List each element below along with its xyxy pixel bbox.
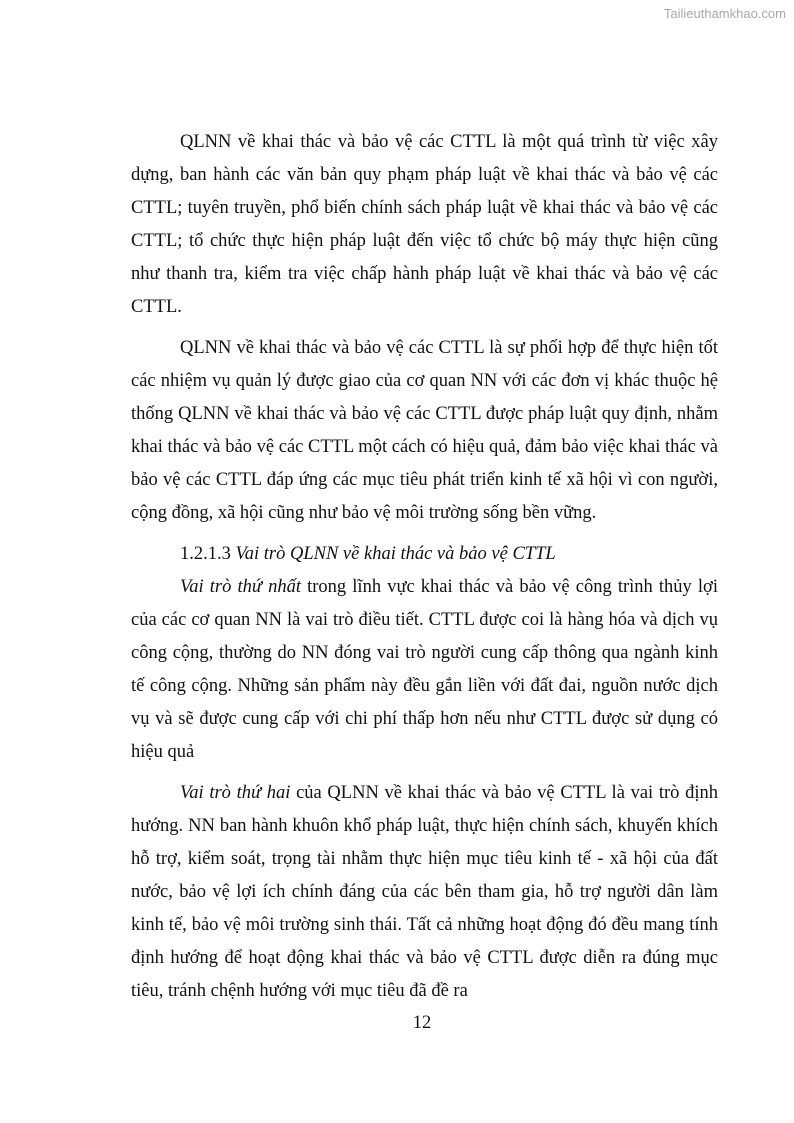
paragraph-1: QLNN về khai thác và bảo vệ các CTTL là một quá trình từ việc xây dựng, ban hành các văn bản quy phạm pháp luật về khai thác và bảo vệ các CTTL; tuyên truyền, phổ biến chính sách pháp luật về khai thác và bảo vệ các CTTL; tổ chức thực hiện pháp luật đến việc tổ chức bộ máy thực hiện cũng như thanh tra, kiểm tra việc chấp hành pháp luật về khai thác và bảo vệ các CTTL. — [131, 132, 718, 317]
paragraph-role-2 — [131, 777, 718, 1008]
role-2-lead: Vai trò thứ hai — [180, 783, 291, 803]
page-body — [131, 126, 718, 1008]
section-heading — [131, 538, 718, 571]
paragraph-2: QLNN về khai thác và bảo vệ các CTTL là sự phối hợp để thực hiện tốt các nhiệm vụ quản lý được giao của cơ quan NN với các đơn vị khác thuộc hệ thống QLNN về khai thác và bảo vệ các CTTL được pháp luật quy định, nhằm khai thác và bảo vệ các CTTL một cách có hiệu quả, đảm bảo việc khai thác và bảo vệ các CTTL đáp ứng các mục tiêu phát triển kinh tế xã hội vì con người, cộng đồng, xã hội cũng như bảo vệ môi trường sống bền vững. — [131, 338, 718, 523]
page-number: 12 — [412, 1013, 432, 1033]
section-number: 1.2.1.3 — [180, 544, 231, 564]
section-title: Vai trò QLNN về khai thác và bảo vệ CTTL — [235, 544, 556, 564]
paragraph-role-1 — [131, 571, 718, 769]
watermark: Tailieuthamkhao.com — [663, 6, 786, 21]
role-1-text: trong lĩnh vực khai thác và bảo vệ công trình thủy lợi của các cơ quan NN là vai trò điều tiết. CTTL được coi là hàng hóa và dịch vụ công cộng, thường do NN đóng vai trò người cung cấp thông qua ngành kinh tế công cộng. Những sản phẩm này đều gắn liền với đất đai, nguồn nước dịch vụ và sẽ được cung cấp với chi phí thấp hơn nếu như CTTL được sử dụng có hiệu quả — [131, 577, 718, 762]
role-2-text: của QLNN về khai thác và bảo vệ CTTL là vai trò định hướng. NN ban hành khuôn khổ pháp luật, thực hiện chính sách, khuyến khích hỗ trợ, kiểm soát, trọng tài nhằm thực hiện mục tiêu kinh tế - xã hội của đất nước, bảo vệ lợi ích chính đáng của các bên tham gia, hỗ trợ người dân làm kinh tế, bảo vệ môi trường sinh thái. Tất cả những hoạt động đó đều mang tính định hướng để hoạt động khai thác và bảo vệ CTTL được diễn ra đúng mục tiêu, tránh chệnh hướng với mục tiêu đã đề ra — [131, 783, 718, 1001]
role-1-lead: Vai trò thứ nhất — [180, 577, 301, 597]
